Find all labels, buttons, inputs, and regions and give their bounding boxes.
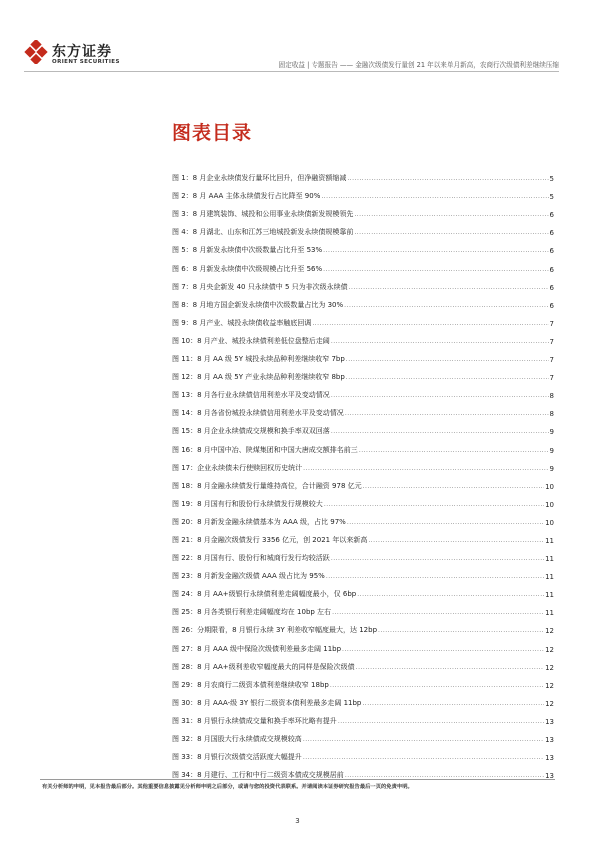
toc-item[interactable] [172,237,554,255]
toc-item-label: 图 4：8 月湖北、山东和江苏三地城投新发永续债规模靠前 [172,228,354,237]
toc-item[interactable] [172,418,554,436]
toc-item[interactable] [172,436,554,454]
toc-item[interactable] [172,654,554,672]
toc-item[interactable] [172,617,554,635]
toc-item-label: 图 32：8 月国股大行永续债成交规模较高 [172,735,302,743]
toc-leader-dots [303,753,544,762]
toc-item-page: 12 [545,663,554,672]
toc-item[interactable] [172,744,554,762]
toc-item[interactable] [172,255,554,273]
toc-item[interactable] [172,527,554,545]
toc-item-label: 图 9：8 月产业、城投永续债收益率触底回调 [172,318,312,327]
toc-item[interactable] [172,455,554,473]
toc-item[interactable] [172,274,554,292]
toc-item-label: 图 2：8 月 AAA 主体永续债发行占比降至 90% [172,192,321,201]
toc-leader-dots [345,409,549,418]
toc-leader-dots [331,427,549,436]
toc-item-page: 7 [549,337,554,346]
toc-item[interactable] [172,165,554,183]
toc-item[interactable] [172,509,554,527]
toc-leader-dots [331,391,549,400]
toc-leader-dots [362,699,544,708]
toc-item-label: 图 1：8 月企业永续债发行量环比回升，但净融资额缩减 [172,174,347,183]
toc-leader-dots [346,373,549,382]
toc-item-label: 图 19：8 月国有行和股份行永续债发行规模较大 [172,499,323,508]
toc-item-page: 8 [549,410,554,419]
toc-item[interactable] [172,400,554,418]
toc-item[interactable] [172,473,554,491]
toc-item[interactable] [172,346,554,364]
toc-item-page: 11 [545,591,554,600]
toc-leader-dots [347,518,544,527]
toc-item-label: 图 30：8 月 AAA-级 3Y 银行二级资本债利差最多走阔 11bp [172,698,362,707]
toc-item-label: 图 23：8 月新发金融次级债 AAA 级占比为 95% [172,572,325,581]
company-logo [24,40,134,70]
toc-item-page: 12 [545,645,554,654]
toc-title: 图表目录 [172,122,253,144]
toc-leader-dots [349,283,549,292]
toc-item-label: 图 12：8 月 AA 级 5Y 产业永续品种利差继续收窄 8bp [172,373,345,382]
toc-item-page: 10 [545,482,554,491]
toc-item-label: 图 27：8 月 AAA 级中保险次级债利差最多走阔 11bp [172,644,342,653]
logo-chinese-name: 东方证券 [52,44,112,60]
logo-english-name: ORIENT SECURITIES [52,59,120,65]
toc-item-page: 12 [545,699,554,708]
toc-item-page: 6 [549,247,554,256]
toc-item-page: 6 [549,211,554,220]
toc-item-label: 图 18：8 月金融永续债发行量维持高位，合计融资 978 亿元 [172,481,362,490]
toc-item-label: 图 28：8 月 AA+级利差收窄幅度最大的同样是保险次级债 [172,662,355,671]
toc-item-label: 图 14：8 月各省份城投永续债信用利差水平及变动情况 [172,409,344,418]
figure-index-list [172,165,554,780]
toc-leader-dots [303,735,544,744]
toc-leader-dots [378,626,544,635]
toc-leader-dots [363,482,544,491]
toc-leader-dots [368,536,544,545]
toc-item[interactable] [172,635,554,653]
orient-securities-logo-icon [24,40,48,64]
toc-leader-dots [344,301,548,310]
toc-item-page: 6 [549,265,554,274]
toc-item-label: 图 5：8 月新发永续债中次级数量占比升至 53% [172,246,323,255]
toc-leader-dots [323,265,548,274]
toc-item[interactable] [172,201,554,219]
toc-leader-dots [321,192,548,201]
toc-item-page: 12 [545,681,554,690]
page-header [0,0,595,78]
toc-item-label: 图 11：8 月 AA 级 5Y 城投永续品种利差继续收窄 7bp [172,355,345,364]
page-number: 3 [295,817,300,825]
footer-disclaimer: 有关分析师的申明，见本报告最后部分。其他重要信息披露见分析师申明之后部分，或请与您的投资代表联系。并请阅读本证券研究报告最后一页的免责申明。 [42,784,413,790]
toc-leader-dots [312,319,548,328]
toc-leader-dots [331,337,549,346]
toc-item[interactable] [172,310,554,328]
toc-item-label: 图 26：分期限看，8 月银行永续 3Y 利差收窄幅度最大，达 12bp [172,626,378,635]
toc-item[interactable] [172,599,554,617]
toc-leader-dots [330,681,544,690]
toc-item-label: 图 24：8 月 AA+级银行永续债利差走阔幅度最小，仅 6bp [172,590,357,599]
toc-item-page: 9 [549,464,554,473]
toc-item[interactable] [172,364,554,382]
toc-item-label: 图 34：8 月建行、工行和中行二级资本债成交规模居前 [172,771,344,780]
toc-leader-dots [357,590,544,599]
toc-item-label: 图 10：8 月产业、城投永续债利差低位盘整后走阔 [172,336,330,345]
toc-item-page: 10 [545,500,554,509]
toc-item[interactable] [172,382,554,400]
toc-item[interactable] [172,219,554,237]
toc-item-label: 图 7：8 月央企新发 40 只永续债中 5 只为非次级永续债 [172,282,348,291]
toc-item-label: 图 15：8 月企业永续债成交规模和换手率双双回落 [172,427,330,436]
toc-item[interactable] [172,491,554,509]
toc-item[interactable] [172,328,554,346]
toc-item-page: 9 [549,428,554,437]
toc-item-page: 11 [545,536,554,545]
toc-item-label: 图 31：8 月银行永续债成交量和换手率环比略有提升 [172,716,337,725]
toc-item-page: 13 [545,717,554,726]
toc-item[interactable] [172,726,554,744]
toc-leader-dots [303,464,548,473]
toc-item-page: 6 [549,229,554,238]
toc-item[interactable] [172,581,554,599]
toc-item-label: 图 13：8 月各行业永续债信用利差水平及变动情况 [172,391,330,400]
toc-item-page: 13 [545,754,554,763]
toc-item-page: 10 [545,518,554,527]
toc-leader-dots [324,500,544,509]
toc-leader-dots [354,228,548,237]
toc-item-page: 13 [545,772,554,781]
toc-item-label: 图 25：8 月各类银行利差走阔幅度均在 10bp 左右 [172,608,332,617]
toc-item-label: 图 29：8 月农商行二级资本债利差继续收窄 18bp [172,680,329,689]
toc-leader-dots [346,355,549,364]
toc-leader-dots [342,645,544,654]
toc-leader-dots [323,246,548,255]
toc-item-label: 图 16：8 月中国中冶、陕煤集团和中国大唐成交额排名前三 [172,445,358,454]
toc-item-page: 5 [549,175,554,184]
toc-item-label: 图 6：8 月新发永续债中次级规模占比升至 56% [172,264,323,273]
toc-item-label: 图 8：8 月地方国企新发永续债中次级数量占比为 30% [172,300,344,309]
header-divider [24,71,559,72]
toc-item-page: 13 [545,736,554,744]
toc-item-page: 12 [545,627,554,636]
toc-item-page: 11 [545,555,554,564]
toc-item[interactable] [172,762,554,780]
toc-leader-dots [359,446,549,455]
toc-leader-dots [326,572,544,581]
toc-leader-dots [347,174,548,183]
toc-item-label: 图 17：企业永续债未行使赎回权历史统计 [172,463,303,472]
toc-item[interactable] [172,690,554,708]
report-category-line: 固定收益 | 专题报告 —— 金融次级债发行量创 21 年以来单月新高，农商行次级债利差继续压缩 [278,61,559,69]
toc-item[interactable] [172,708,554,726]
toc-item[interactable] [172,672,554,690]
toc-item-page: 6 [549,301,554,310]
toc-leader-dots [354,210,548,219]
toc-item-page: 9 [549,446,554,455]
toc-item-label: 图 22：8 月国有行、股份行和城商行发行均较活跃 [172,554,330,563]
toc-item[interactable] [172,292,554,310]
toc-item-label: 图 33：8 月银行次级债交活跃度大幅提升 [172,753,302,762]
toc-item-page: 7 [549,319,554,328]
toc-item-page: 7 [549,374,554,383]
toc-leader-dots [356,663,544,672]
toc-item-label: 图 3：8 月建筑装饰、城投和公用事业永续债新发规模领先 [172,210,354,219]
footer-divider [40,779,555,780]
toc-item[interactable] [172,545,554,563]
toc-leader-dots [332,608,544,617]
toc-item-label: 图 20：8 月新发金融永续债基本为 AAA 级，占比 97% [172,517,346,526]
toc-item[interactable] [172,183,554,201]
toc-item-page: 6 [549,283,554,292]
toc-leader-dots [338,717,544,726]
toc-item-page: 7 [549,356,554,365]
toc-item-page: 11 [545,573,554,582]
toc-item[interactable] [172,563,554,581]
toc-item-page: 8 [549,392,554,401]
toc-item-page: 11 [545,609,554,618]
toc-leader-dots [331,554,544,563]
toc-item-label: 图 21：8 月金融次级债发行 3356 亿元，创 2021 年以来新高 [172,535,368,544]
toc-item-page: 5 [549,193,554,202]
